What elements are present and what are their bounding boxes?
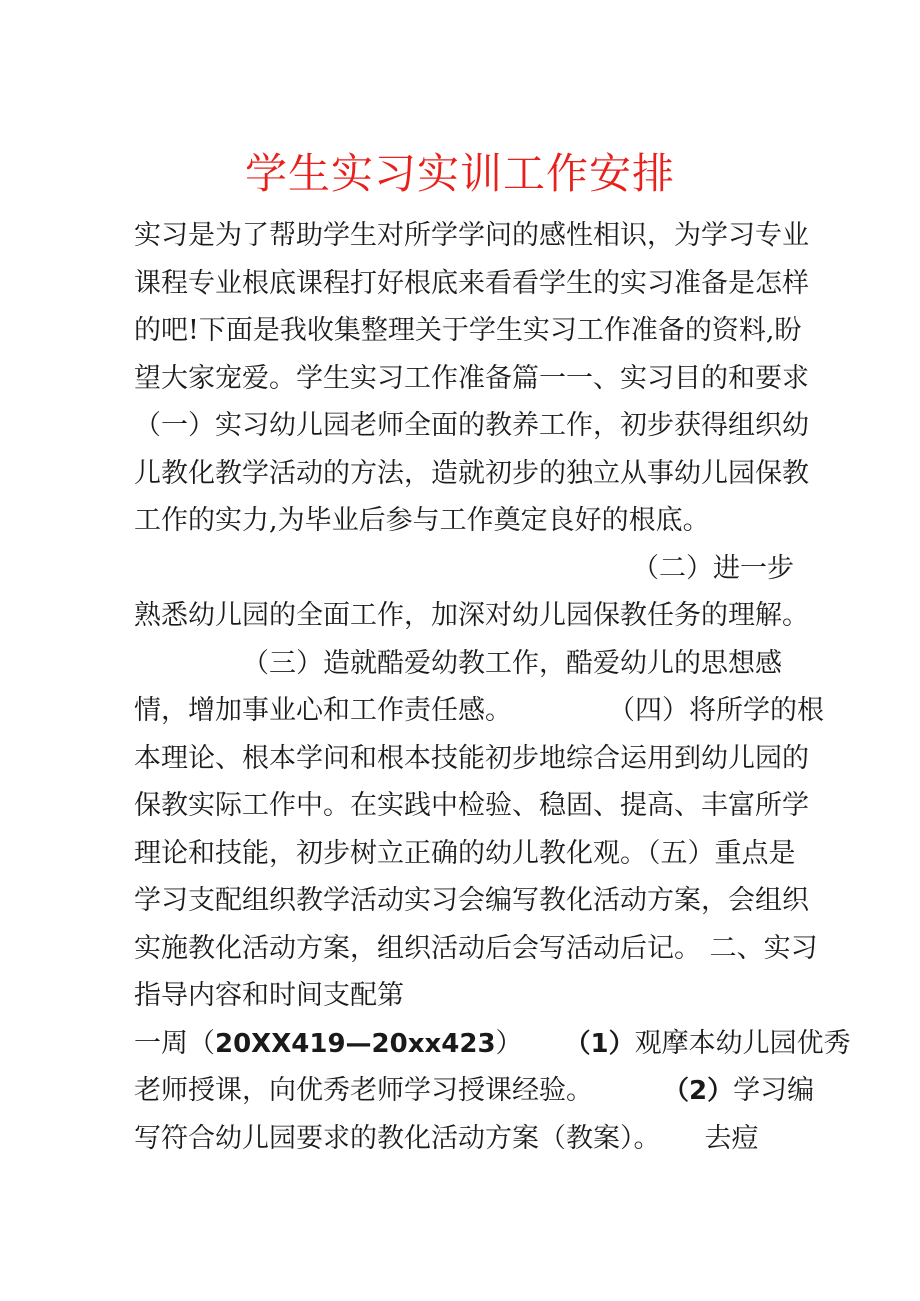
open-paren: （ [188,1027,215,1059]
paragraph-line: 指导内容和时间支配第 [134,980,404,1011]
close-paren: ） [495,1027,523,1059]
item-text: 学习编 [733,1075,815,1106]
document-title: 学生实习实训工作安排 [244,149,675,198]
paragraph-text: 写符合幼儿园要求的教化活动方案（教案）。 [134,1122,661,1154]
paragraph-line: 望大家宠爱。学生实习工作准备篇一一、实习目的和要求 [134,362,809,394]
paragraph-text: 老师授课，向优秀老师学习授课经验。 [134,1075,593,1106]
paragraph-line: 理论和技能，初步树立正确的幼儿教化观。（五）重点是 [134,837,796,869]
week-line [134,1020,851,1068]
paragraph-line: 学习支配组织教学活动实习会编写教化活动方案，会组织 [134,885,809,916]
week-prefix: 一周 [134,1027,188,1059]
item-number: （1） [564,1028,635,1059]
paragraph-text: 去痘 [704,1122,759,1154]
paragraph-line: 实习是为了帮助学生对所学学问的感性相识，为学习专业 [134,220,809,251]
item-number: （2） [663,1076,734,1106]
paragraph-line: （三）造就酷爱幼教工作，酷爱幼儿的思想感 [242,647,782,679]
paragraph-line: 儿教化教学活动的方法，造就初步的独立从事幼儿园保教 [134,457,809,489]
paragraph-line: （一）实习幼儿园老师全面的教养工作，初步获得组织幼 [134,410,809,441]
paragraph-line: 实施教化活动方案，组织活动后会写活动后记。 二、实习 [134,932,818,964]
item-text: 观摩本幼儿园优秀 [634,1027,851,1059]
paragraph-line: 工作的实力,为毕业后参与工作奠定良好的根底。 [134,505,710,536]
paragraph-line [134,687,824,735]
document-body [134,212,851,1162]
paragraph-line: 课程专业根底课程打好根底来看看学生的实习准备是怎样 [134,267,809,299]
paragraph-line: 的吧!下面是我收集整理关于学生实习工作准备的资料,盼 [134,315,802,346]
paragraph-line: 熟悉幼儿园的全面工作，加深对幼儿园保教任务的理解。 [134,600,809,631]
week-dates: 20XX419—20xx423 [215,1028,496,1059]
paragraph-line [134,1115,794,1163]
paragraph-line: 本理论、根本学问和根本技能初步地综合运用到幼儿园的 [134,742,809,774]
paragraph-line: 保教实际工作中。在实践中检验、稳固、提高、丰富所学 [134,790,809,821]
paragraph-text: （四）将所学的根 [608,695,824,726]
paragraph-line: （二）进一步 [632,552,794,584]
paragraph-text: 情，增加事业心和工作责任感。 [134,695,512,726]
paragraph-line [134,1067,815,1115]
